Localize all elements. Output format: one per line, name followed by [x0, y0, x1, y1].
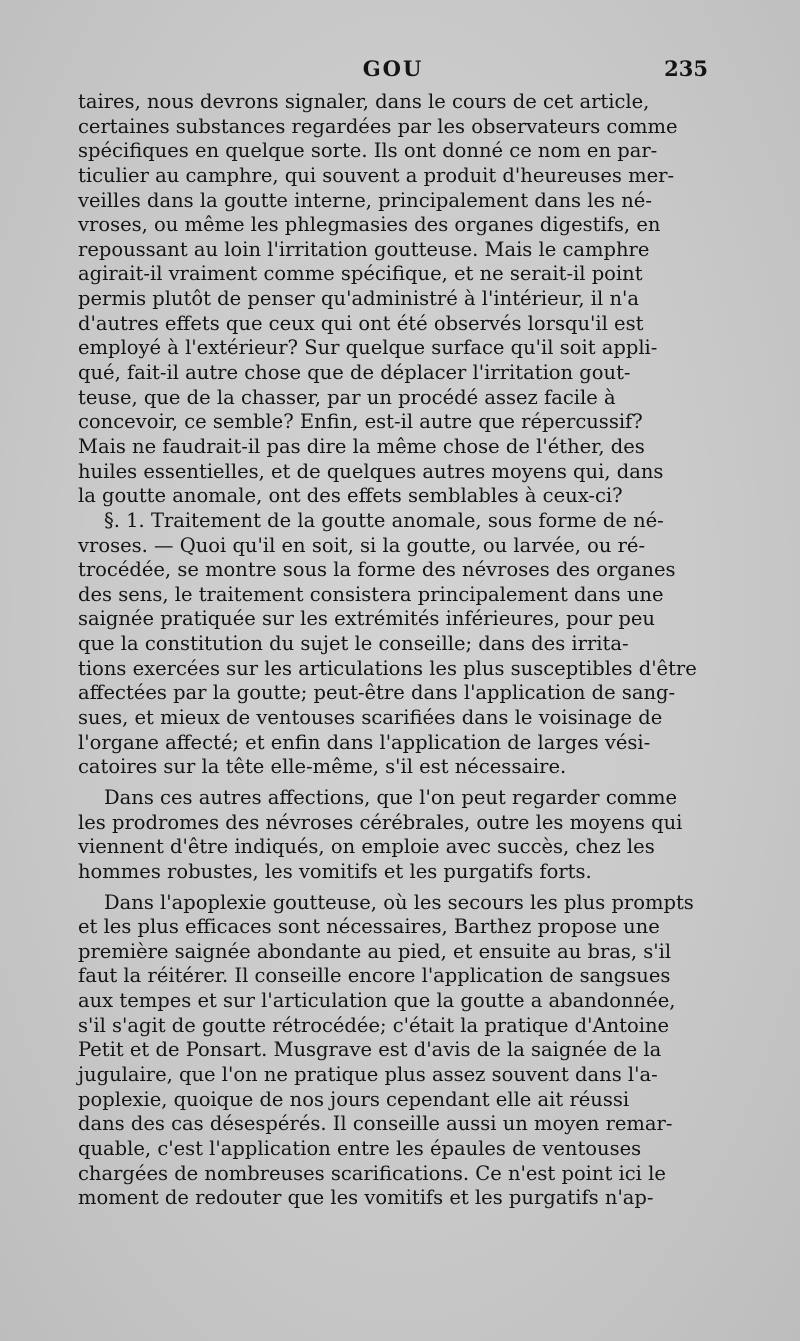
- text-line: sues, et mieux de ventouses scarifiées dans le voisinage de: [78, 706, 663, 730]
- text-line: ticulier au camphre, qui souvent a produit d'heureuses mer-: [78, 163, 675, 187]
- text-line: concevoir, ce semble? Enfin, est-il autre que répercussif?: [78, 410, 643, 434]
- text-line: hommes robustes, les vomitifs et les purgatifs forts.: [78, 859, 592, 883]
- text-line: jugulaire, que l'on ne pratique plus assez souvent dans l'a-: [78, 1062, 658, 1086]
- text-line: viennent d'être indiqués, on emploie avec succès, chez les: [78, 835, 655, 859]
- text-line: catoires sur la tête elle-même, s'il est nécessaire.: [78, 755, 567, 779]
- text-line: Petit et de Ponsart. Musgrave est d'avis de la saignée de la: [78, 1038, 662, 1062]
- text-line: la goutte anomale, ont des effets semblables à ceux-ci?: [78, 484, 623, 508]
- text-line: faut la réitérer. Il conseille encore l'application de sangsues: [78, 964, 671, 988]
- text-line: s'il s'agit de goutte rétrocédée; c'était la pratique d'Antoine: [78, 1013, 670, 1037]
- text-line: première saignée abondante au pied, et ensuite au bras, s'il: [78, 939, 672, 963]
- text-line: affectées par la goutte; peut-être dans l'application de sang-: [78, 681, 676, 705]
- text-line: employé à l'extérieur? Sur quelque surface qu'il soit appli-: [78, 336, 658, 360]
- page-header: [78, 56, 708, 86]
- text-line: aux tempes et sur l'articulation que la goutte a abandonnée,: [78, 989, 676, 1013]
- running-head: GOU: [362, 56, 424, 81]
- text-line: teuse, que de la chasser, par un procédé assez facile à: [78, 385, 616, 409]
- text-line: Dans l'apoplexie goutteuse, où les secours les plus prompts: [104, 890, 694, 914]
- text-line: repoussant au loin l'irritation goutteuse. Mais le camphre: [78, 237, 650, 261]
- text-line: veilles dans la goutte interne, principalement dans les né-: [78, 188, 652, 212]
- text-line: huiles essentielles, et de quelques autres moyens qui, dans: [78, 459, 664, 483]
- text-line: l'organe affecté; et enfin dans l'application de larges vési-: [78, 730, 651, 754]
- text-line: des sens, le traitement consistera principalement dans une: [78, 582, 664, 606]
- text-line: vroses. — Quoi qu'il en soit, si la goutte, ou larvée, ou ré-: [78, 533, 646, 557]
- text-line: quable, c'est l'application entre les épaules de ventouses: [78, 1136, 642, 1160]
- text-line: certaines substances regardées par les observateurs comme: [78, 114, 678, 138]
- text-line: vroses, ou même les phlegmasies des organes digestifs, en: [78, 213, 661, 237]
- text-line: §. 1. Traitement de la goutte anomale, sous forme de né-: [104, 508, 664, 532]
- text-line: qué, fait-il autre chose que de déplacer l'irritation gout-: [78, 361, 631, 385]
- text-line: Mais ne faudrait-il pas dire la même chose de l'éther, des: [78, 434, 645, 458]
- text-line: chargées de nombreuses scarifications. Ce n'est point ici le: [78, 1161, 666, 1185]
- text-line: moment de redouter que les vomitifs et les purgatifs n'ap-: [78, 1186, 654, 1210]
- text-line: saignée pratiquée sur les extrémités inférieures, pour peu: [78, 607, 655, 631]
- text-line: et les plus efficaces sont nécessaires, Barthez propose une: [78, 915, 660, 939]
- text-line: permis plutôt de penser qu'administré à l'intérieur, il n'a: [78, 287, 640, 311]
- text-line: d'autres effets que ceux qui ont été observés lorsqu'il est: [78, 311, 644, 335]
- text-line: les prodromes des névroses cérébrales, outre les moyens qui: [78, 810, 683, 834]
- text-line: spécifiques en quelque sorte. Ils ont donné ce nom en par-: [78, 139, 658, 163]
- text-line: trocédée, se montre sous la forme des névroses des organes: [78, 558, 676, 582]
- page-number: 235: [664, 56, 708, 81]
- body-text: [78, 90, 710, 1211]
- text-line: tions exercées sur les articulations les plus susceptibles d'être: [78, 656, 697, 680]
- text-line: que la constitution du sujet le conseille; dans des irrita-: [78, 632, 629, 656]
- text-line: Dans ces autres affections, que l'on peut regarder comme: [104, 785, 678, 809]
- text-line: agirait-il vraiment comme spécifique, et ne serait-il point: [78, 262, 643, 286]
- text-line: taires, nous devrons signaler, dans le cours de cet article,: [78, 90, 650, 113]
- text-line: poplexie, quoique de nos jours cependant elle ait réussi: [78, 1087, 630, 1111]
- text-line: dans des cas désespérés. Il conseille aussi un moyen remar-: [78, 1112, 673, 1136]
